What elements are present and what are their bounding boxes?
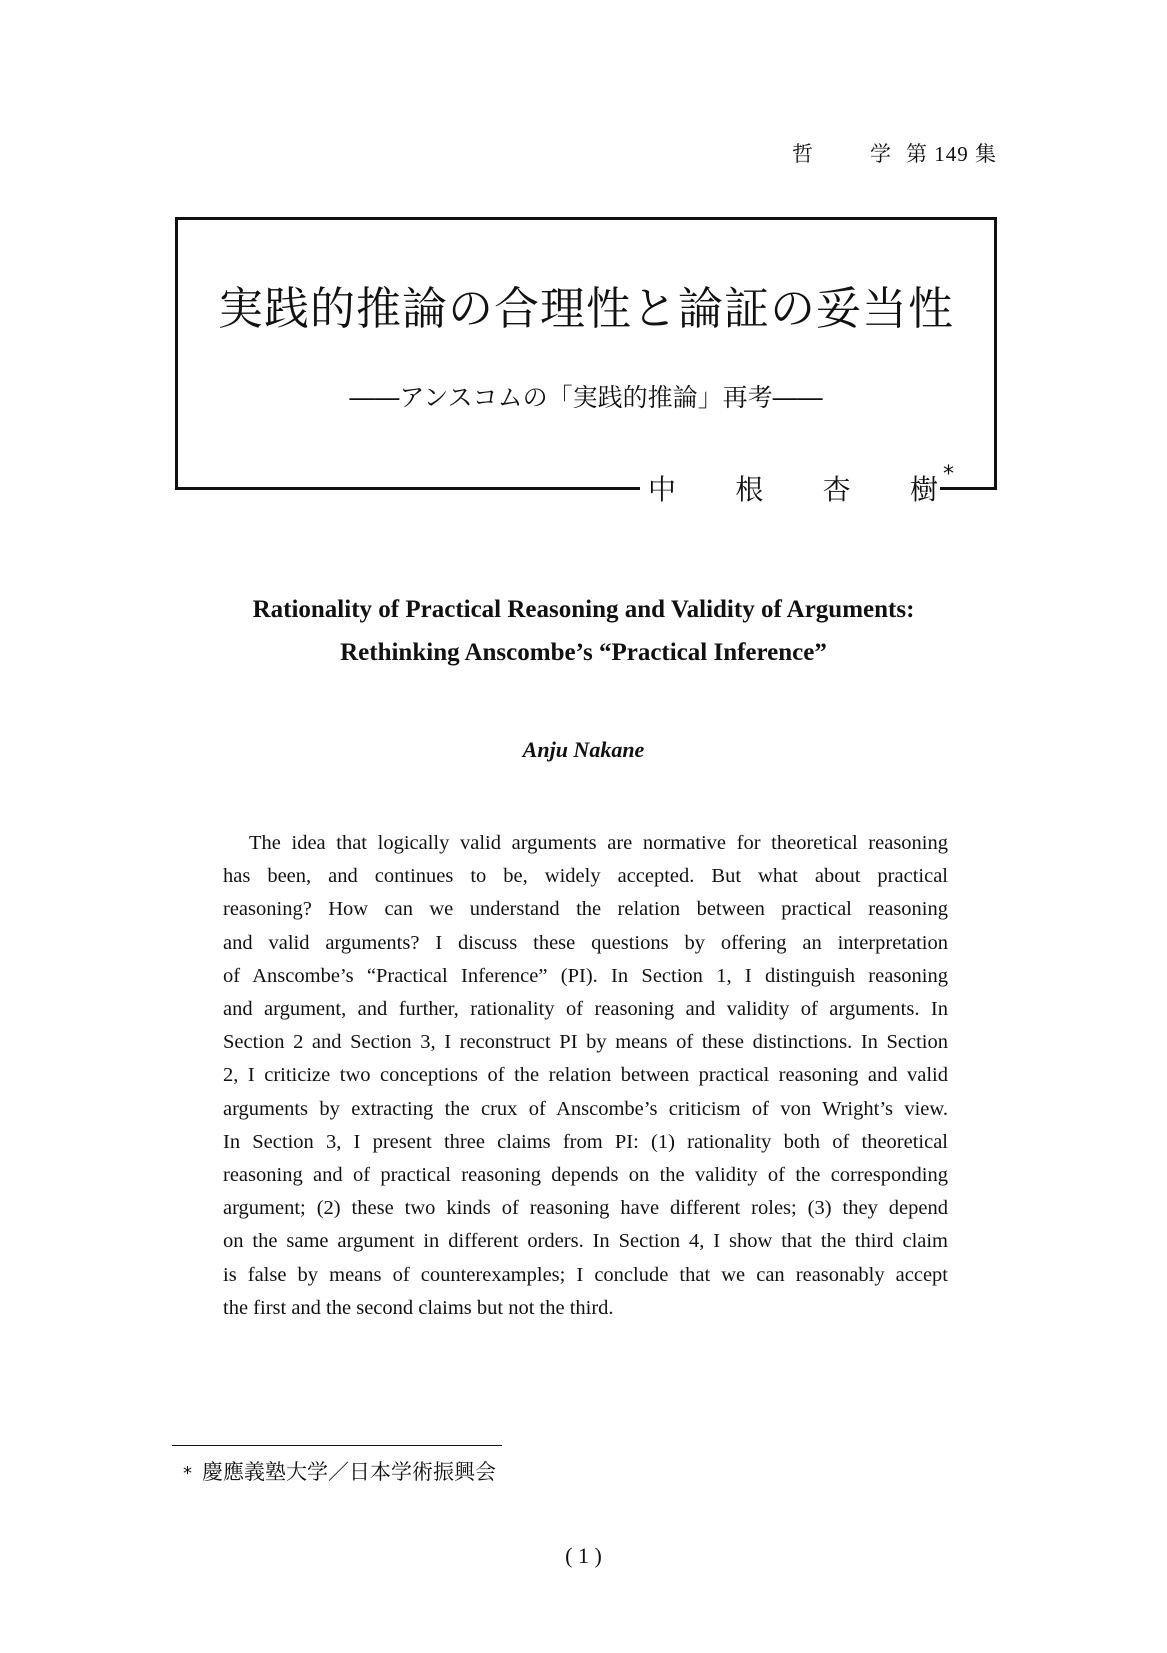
abstract-line: reasoning? How can we understand the relation between practical reasoning [223,898,948,921]
abstract-line: and argument, and further, rationality of reasoning and validity of arguments. In [223,998,948,1021]
abstract-line: reasoning and of practical reasoning depends on the validity of the corresponding [223,1164,948,1187]
footnote-rule [172,1445,502,1446]
abstract-line: of Anscombe’s “Practical Inference” (PI). In Section 1, I distinguish reasoning [223,964,948,987]
journal-volume: 第 149 集 [906,142,997,166]
japanese-title: 実践的推論の合理性と論証の妥当性 [217,282,954,335]
japanese-author [648,462,954,508]
footnote-marker[interactable]: * [943,462,954,487]
abstract-line: 2, I criticize two conceptions of the relation between practical reasoning and valid [223,1064,948,1087]
author-char: 樹 [909,473,938,506]
english-title [0,588,1167,674]
abstract-line: In Section 3, I present three claims from PI: (1) rationality both of theoretical [223,1130,948,1153]
page-number: ( 1 ) [565,1543,602,1568]
title-box-frame [175,217,997,490]
abstract [223,827,948,1325]
title-box-rule-left [175,487,640,490]
english-title-line-2: Rethinking Anscombe’s “Practical Inference” [340,639,827,666]
abstract-line: is false by means of counterexamples; I conclude that we can reasonably accept [223,1263,948,1286]
journal-name-2: 学 [870,142,892,166]
abstract-line: the first and the second claims but not the third. [223,1296,614,1319]
journal-name-1: 哲 [792,142,814,166]
footnote-text: 慶應義塾大学／日本学術振興会 [202,1460,496,1484]
journal-header [778,138,997,168]
english-author: Anju Nakane [522,737,645,762]
footnote-mark: * [183,1463,192,1484]
abstract-line: argument; (2) these two kinds of reasoning have different roles; (3) they depend [223,1197,948,1220]
abstract-line: and valid arguments? I discuss these questions by offering an interpretation [223,931,948,954]
author-char: 根 [735,473,764,506]
footnote [183,1456,496,1486]
abstract-line: Section 2 and Section 3, I reconstruct PI by means of these distinctions. In Section [223,1031,948,1054]
title-box-rule-right [940,487,997,490]
abstract-line: arguments by extracting the crux of Anscombe’s criticism of von Wright’s view. [223,1097,948,1120]
author-char: 中 [648,473,677,506]
abstract-line: on the same argument in different orders. In Section 4, I show that the third claim [223,1230,948,1253]
japanese-subtitle: ――アンスコムの「実践的推論」再考―― [349,383,823,412]
english-title-line-1: Rationality of Practical Reasoning and Validity of Arguments: [252,596,915,623]
author-char: 杏 [822,473,851,506]
abstract-line: has been, and continues to be, widely accepted. But what about practical [223,865,948,888]
abstract-line: The idea that logically valid arguments are normative for theoretical reasoning [249,832,948,854]
